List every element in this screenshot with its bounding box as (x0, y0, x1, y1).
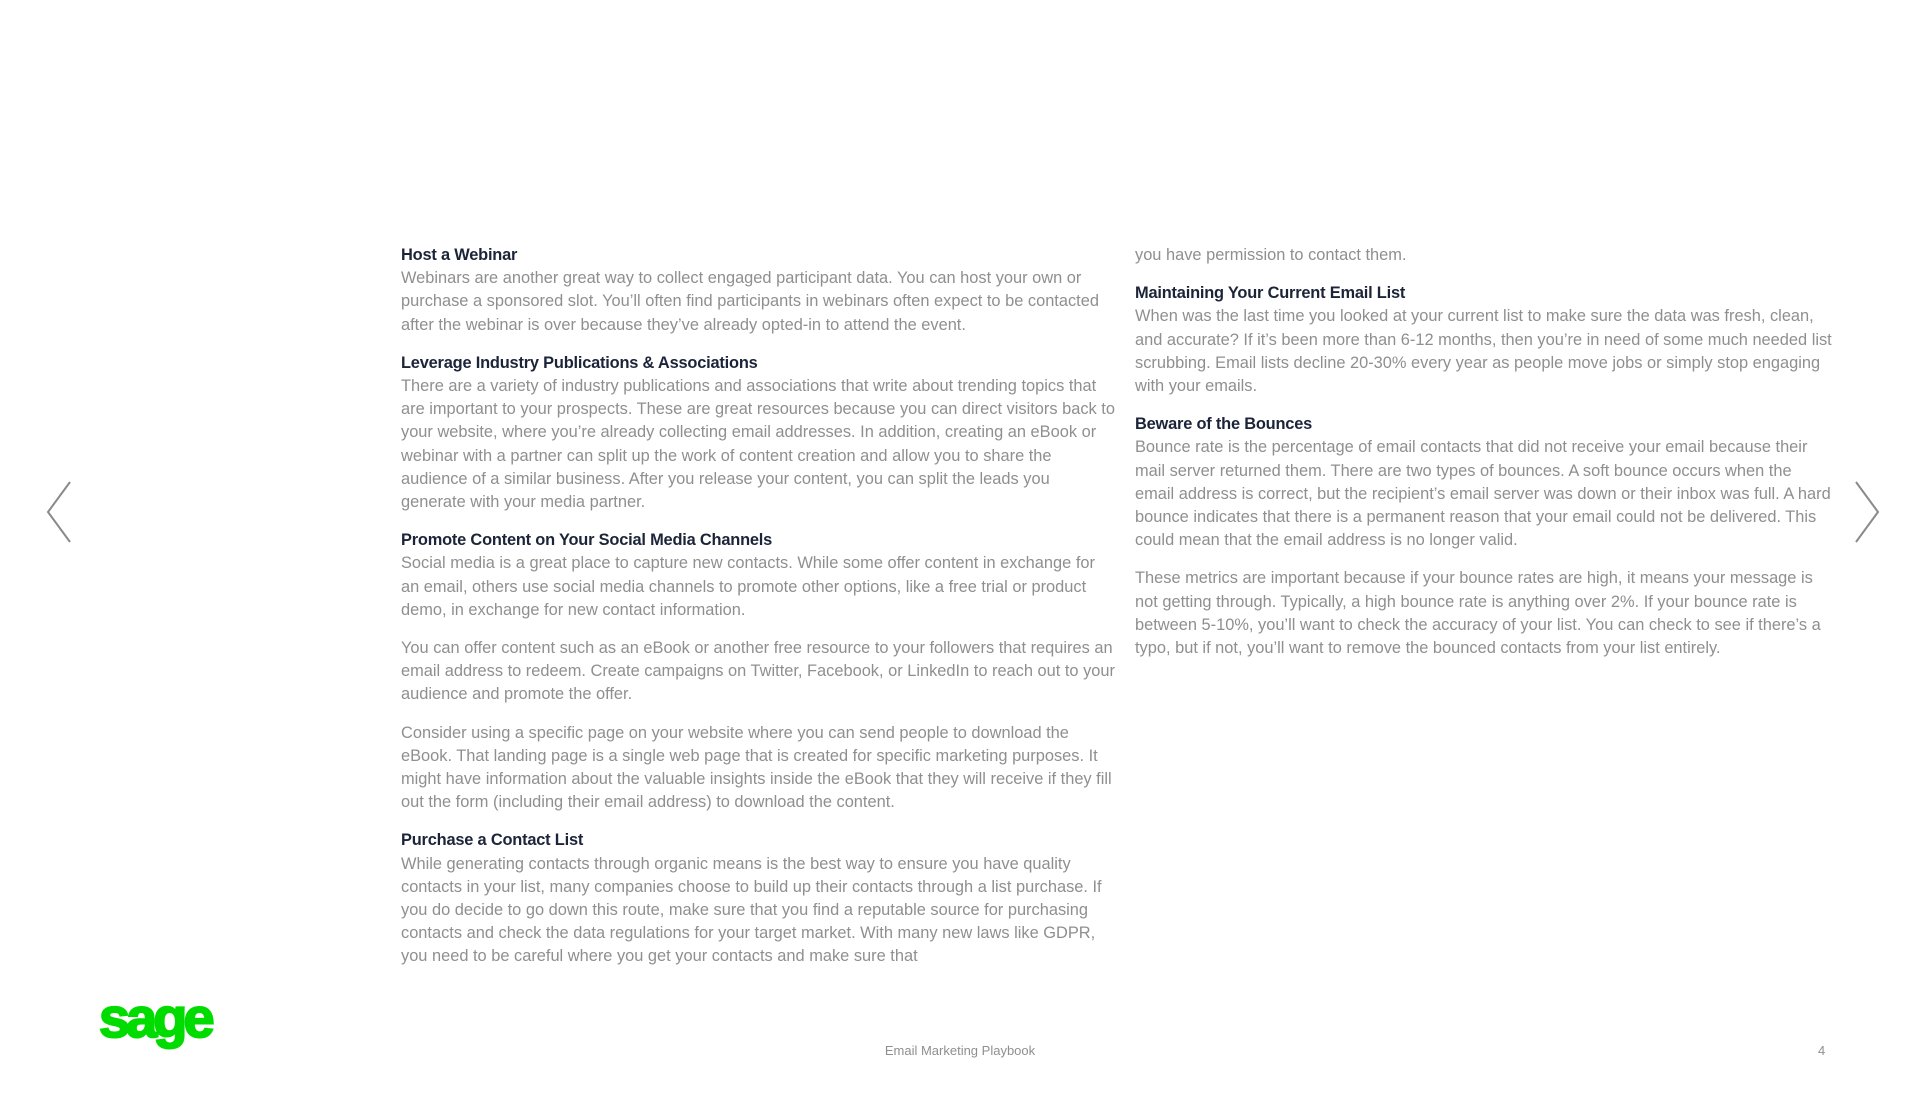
section-industry-publications (401, 352, 1116, 514)
chevron-right-icon (1850, 480, 1882, 544)
section-heading: Promote Content on Your Social Media Channels (401, 531, 773, 550)
section-heading: Leverage Industry Publications & Associations (401, 353, 758, 372)
page-number: 4 (1818, 1043, 1826, 1058)
section-heading: Purchase a Contact List (401, 831, 584, 850)
section-paragraph: While generating contacts through organic means is the best way to ensure you have quality contacts in your list, many companies choose to build up their contacts through a list purchase. If you do decide to go down this route, make sure that you find a reputable source for purchasing contacts and check the data regulations for your target market. With many new laws like GDPR, you need to be careful where you get your contacts and make sure that (401, 854, 1102, 966)
continued-paragraph: you have permission to contact them. (1135, 246, 1407, 264)
section-paragraph: Social media is a great place to capture new contacts. While some offer content in exchange for an email, others use social media channels to promote other options, like a free trial or product demo, in exchange for new contact information. (401, 554, 1095, 619)
section-paragraph: Consider using a specific page on your website where you can send people to download the eBook. That landing page is a single web page that is created for specific marketing purposes. It might have information about the valuable insights inside the eBook that they will receive if they fill out the form (including their email address) to download the content. (401, 723, 1112, 812)
section-paragraph: There are a variety of industry publications and associations that write about trending topics that are important to your prospects. These are great resources because you can direct visitors back to your website, where you’re already collecting email addresses. In addition, creating an eBook or webinar with a partner can split up the work of content creation and allow you to share the audience of a similar business. After you release your content, you can split the leads you generate with your media partner. (401, 377, 1115, 512)
footer-document-title: Email Marketing Playbook (884, 1043, 1036, 1058)
left-column (401, 244, 1116, 984)
section-contact-list (401, 829, 1116, 968)
section-paragraph: Bounce rate is the percentage of email contacts that did not receive your email because their mail server returned them. There are two types of bounces. A soft bounce occurs when the email address is correct, but the recipient’s email server was down or their inbox was full. A hard bounce indicates that there is a permanent reason that your email could not be delivered. This could mean that the email address is no longer valid. (1135, 438, 1831, 550)
section-paragraph: These metrics are important because if your bounce rates are high, it means your message is not getting through. Typically, a high bounce rate is anything over 2%. If your bounce rate is between 5-10%, you’ll want to check the accuracy of your list. You can check to see if there’s a typo, but if not, you’ll want to remove the bounced contacts from your list entirely. (1135, 569, 1821, 658)
section-bounces (1135, 413, 1835, 660)
section-heading: Maintaining Your Current Email List (1135, 284, 1406, 303)
right-column (1135, 244, 1835, 675)
section-host-webinar (401, 244, 1116, 337)
section-heading: Beware of the Bounces (1135, 415, 1313, 434)
chevron-left-icon (44, 480, 76, 544)
previous-page-button[interactable] (44, 480, 76, 544)
section-social-media (401, 529, 1116, 814)
section-heading: Host a Webinar (401, 246, 518, 264)
section-paragraph: You can offer content such as an eBook or another free resource to your followers that requires an email address to redeem. Create campaigns on Twitter, Facebook, or LinkedIn to reach out to your audience and promote the offer. (401, 639, 1115, 704)
section-maintaining-list (1135, 282, 1835, 398)
section-paragraph: Webinars are another great way to collect engaged participant data. You can host your own or purchase a sponsored slot. You’ll often find participants in webinars often expect to be contacted after the webinar is over because they’ve already opted-in to attend the event. (401, 269, 1099, 334)
section-paragraph: When was the last time you looked at your current list to make sure the data was fresh, clean, and accurate? If it’s been more than 6-12 months, then you’re in need of some much needed list scrubbing. Email lists decline 20-30% every year as people move jobs or simply stop engaging with your emails. (1135, 307, 1832, 396)
svg-text:sage: sage (99, 993, 211, 1049)
next-page-button[interactable] (1850, 480, 1882, 544)
